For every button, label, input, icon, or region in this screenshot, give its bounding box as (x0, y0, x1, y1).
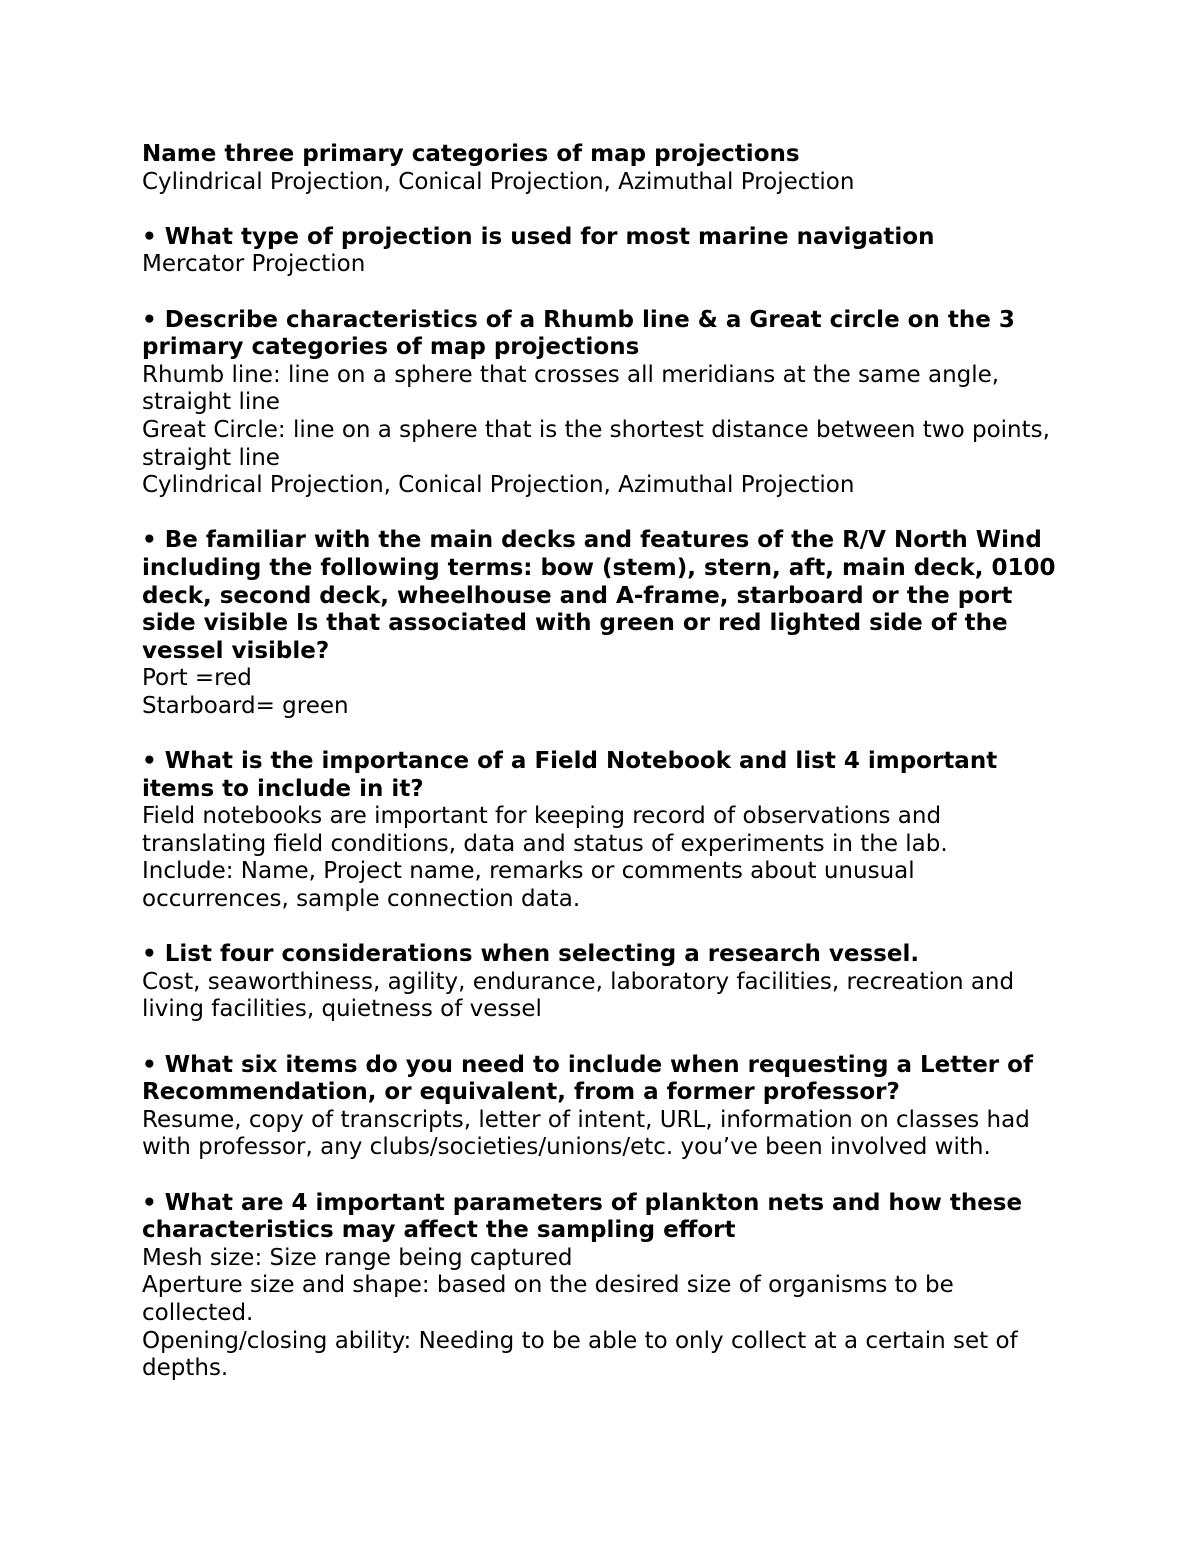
answer-text: Mesh size: Size range being captured (142, 1244, 573, 1271)
question-heading: • What is the importance of a Field Notebook and list 4 important items to include in it? (142, 748, 998, 802)
answer-text: Include: Name, Project name, remarks or comments about unusual occurrences, sample connection data. (142, 858, 915, 913)
question-heading: • Be familiar with the main decks and features of the R/V North Wind including the following terms: bow (stem), stern, aft, main deck, 0100 deck, second deck, wheelhouse and A-frame, starboard or the port side visible Is that associated with green or red lighted side of the vessel visible? (142, 527, 1056, 664)
question-heading: • What type of projection is used for most marine navigation (142, 223, 935, 250)
question-heading: • What six items do you need to include when requesting a Letter of Recommendation, or equivalent, from a former professor? (142, 1051, 1033, 1106)
answer-text: Cylindrical Projection, Conical Projection, Azimuthal Projection (142, 472, 855, 499)
qa-section-5 (142, 748, 1062, 914)
answer-text: Aperture size and shape: based on the desired size of organisms to be collected. (142, 1272, 954, 1326)
question-heading: • Describe characteristics of a Rhumb line & a Great circle on the 3 primary categories of map projections (142, 306, 1015, 361)
answer-text: Great Circle: line on a sphere that is the shortest distance between two points, straight line (142, 416, 1050, 471)
answer-text: Rhumb line: line on a sphere that crosses all meridians at the same angle, straight line (142, 361, 1000, 416)
qa-section-2 (142, 224, 1062, 279)
question-heading: • List four considerations when selecting a research vessel. (142, 941, 920, 968)
answer-text: Cylindrical Projection, Conical Projection, Azimuthal Projection (142, 168, 855, 195)
answer-text: Cost, seaworthiness, agility, endurance, laboratory facilities, recreation and living facilities, quietness of vessel (142, 968, 1015, 1023)
answer-text: Field notebooks are important for keeping record of observations and translating field conditions, data and status of experiments in the lab. (142, 803, 948, 857)
qa-section-3 (142, 307, 1062, 500)
answer-text: Opening/closing ability: Needing to be able to only collect at a certain set of depths. (142, 1327, 1018, 1382)
question-heading: • What are 4 important parameters of plankton nets and how these characteristics may affect the sampling effort (142, 1189, 1023, 1244)
answer-text: Resume, copy of transcripts, letter of intent, URL, information on classes had with professor, any clubs/societies/unions/etc. you’ve been involved with. (142, 1106, 1030, 1161)
answer-text: Starboard= green (142, 692, 349, 719)
qa-section-7 (142, 1052, 1062, 1162)
qa-section-8 (142, 1190, 1062, 1383)
qa-section-4 (142, 527, 1062, 720)
qa-section-6 (142, 941, 1062, 1024)
question-heading: Name three primary categories of map projections (142, 141, 800, 167)
answer-text: Port =red (142, 665, 252, 692)
qa-section-1 (142, 141, 1062, 196)
answer-text: Mercator Projection (142, 251, 366, 278)
document-page (142, 141, 1062, 1410)
